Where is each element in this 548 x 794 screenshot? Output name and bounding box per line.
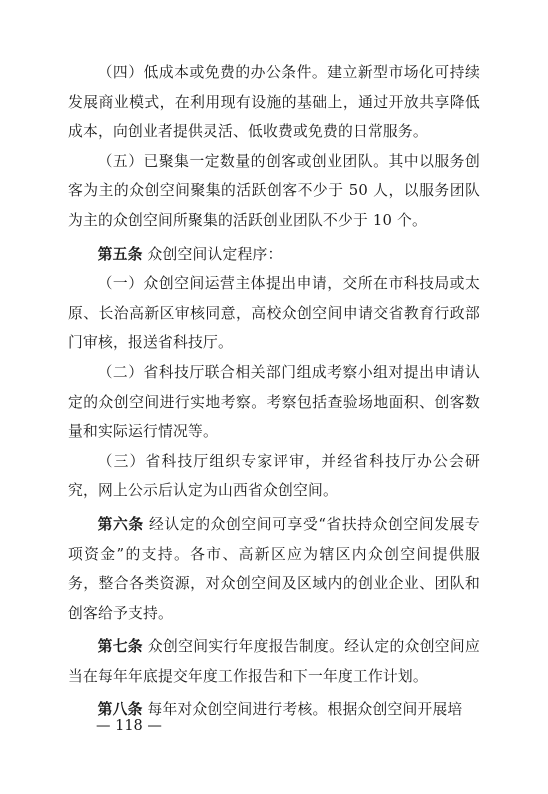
- article-5-title: 第五条: [97, 245, 143, 263]
- article-5-body: 众创空间认定程序：: [142, 245, 283, 263]
- paragraph-item-5: （五）已聚集一定数量的创客或创业团队。其中以服务创客为主的众创空间聚集的活跃创客不少于 50 人，以服务团队为主的众创空间所聚集的活跃创业团队不少于 10 个。: [68, 152, 480, 229]
- procedure-item-1: （一）众创空间运营主体提出申请，交所在市科技局或太原、长治高新区审核同意，高校众创空间申请交省教育行政部门审核，报送省科技厅。: [68, 275, 480, 352]
- article-7: [68, 632, 480, 691]
- article-8-body: 每年对众创空间进行考核。根据众创空间开展培: [142, 701, 463, 719]
- article-8-title: 第八条: [97, 701, 143, 719]
- paragraph-item-4: （四）低成本或免费的办公条件。建立新型市场化可持续发展商业模式，在利用现有设施的基础上，通过开放共享降低成本，向创业者提供灵活、低收费或免费的日常服务。: [68, 64, 480, 141]
- article-7-title: 第七条: [97, 638, 143, 656]
- document-body: [68, 58, 480, 725]
- article-6-body: 经认定的众创空间可享受“省扶持众创空间发展专项资金”的支持。各市、高新区应为辖区内众创空间提供服务，整合各类资源，对众创空间及区域内的创业企业、团队和创客给予支持。: [68, 515, 480, 622]
- procedure-item-2: （二）省科技厅联合相关部门组成考察小组对提出申请认定的众创空间进行实地考察。考察包括查验场地面积、创客数量和实际运行情况等。: [68, 363, 480, 441]
- article-6-title: 第六条: [97, 515, 144, 533]
- article-7-body: 众创空间实行年度报告制度。经认定的众创空间应当在每年年底提交年度工作报告和下一年度工作计划。: [68, 638, 480, 685]
- article-6: [68, 510, 480, 628]
- article-5: [68, 240, 480, 270]
- page-number: — 118 —: [96, 718, 162, 734]
- procedure-item-3: （三）省科技厅组织专家评审，并经省科技厅办公会研究，网上公示后认定为山西省众创空间。: [68, 452, 480, 500]
